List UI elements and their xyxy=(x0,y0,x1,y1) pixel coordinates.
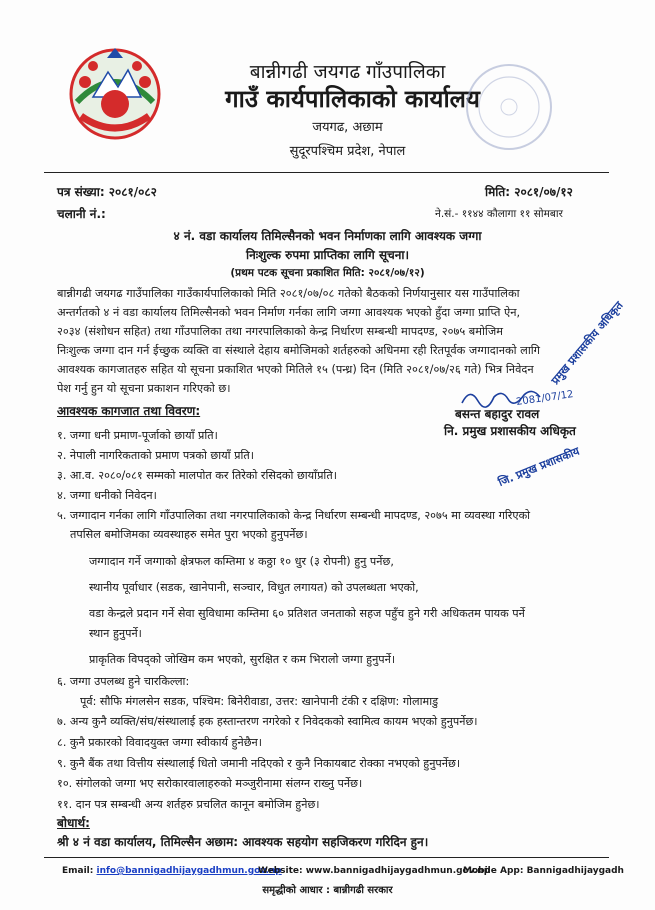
bullet-text: प्राकृतिक विपद्को जोखिम कम भएको, सुरक्षित र कम भिरालो जग्गा हुनुपर्ने। xyxy=(89,653,396,666)
footer-divider xyxy=(44,857,609,858)
list-item: ६. जग्गा उपलब्ध हुने चारकिल्ला: xyxy=(57,675,190,688)
signature-stamp-text-2: जि. प्रमुख प्रशासकीय xyxy=(496,444,582,489)
municipality-name: बान्नीगढी जयगढ गाँउपालिका xyxy=(249,61,446,83)
signature-date: 2081/07/12 xyxy=(515,389,575,408)
bullet-text: जग्गादान गर्ने जग्गाको क्षेत्रफल कम्तिमा ४ कठ्ठा १० धुर (३ रोपनी) हुनु पर्नेछ, xyxy=(89,555,394,568)
boundary-details: पूर्व: सौफि मंगलसेन सडक, पश्चिम: बिनेरीवाडा, उत्तर: खानेपानी टंकी र दक्षिण: गोलामाडु xyxy=(80,695,439,708)
footer-email xyxy=(62,866,282,876)
subject-publish-date: (प्रथम पटक सूचना प्रकाशित मिति: २०८१/०७/१२) xyxy=(230,267,425,279)
signatory-name: बसन्त बहादुर रावल xyxy=(455,407,540,421)
list-item: ५. जग्गादान गर्नका लागि गाँउपालिका तथा नगरपालिकाको केन्द्र निर्धारण सम्बन्धी मापदण्ड, २०७५ मा व्यवस्था गरिएको xyxy=(57,509,531,522)
list-item: १०. संगोलको जग्गा भए सरोकारवालाहरुको मञ्जुरीनामा संलग्न राख्नु पर्नेछ। xyxy=(57,777,363,790)
header-divider xyxy=(44,172,609,173)
list-item: ४. जग्गा धनीको निवेदन। xyxy=(57,489,157,502)
bullet-text: स्थानीय पूर्वाधार (सडक, खानेपानी, सञ्चार, विधुत लगायत) को उपलब्धता भएको, xyxy=(89,581,419,594)
letter-date: मिति: २०८१/०७/१२ xyxy=(485,185,573,199)
nepal-sambat-date: ने.सं.- ११४४ कौलागा ११ सोमबार xyxy=(435,208,563,220)
body-line: २०३४ (संशोधन सहित) तथा गाँउपालिका तथा नगरपालिकाको केन्द्र निर्धारण सम्बन्धी मापदण्ड, २०७५ बमोजिम xyxy=(57,325,503,338)
list-item: २. नेपाली नागरिकताको प्रमाण पत्रको छायाँ प्रति। xyxy=(57,449,254,462)
body-line: पेश गर्नु हुन यो सूचना प्रकाशन गरिएको छ। xyxy=(57,382,231,395)
footer-email-link[interactable]: info@bannigadhijaygadhmun.gov.np xyxy=(96,866,282,876)
bullet-text: वडा केन्द्रले प्रदान गर्ने सेवा सुविधामा कम्तिमा ६० प्रतिशत जनताको सहज पहुँच हुने गरी अधिकतम पायक पर्ने xyxy=(89,607,525,620)
list-item: तपसिल बमोजिमका व्यवस्थाहरु समेत पुरा भएको हुनुपर्नेछ। xyxy=(70,528,308,541)
office-seal-icon xyxy=(462,60,556,154)
body-line: आवश्यक कागजातहरु सहित यो सूचना प्रकाशित भएको मितिले १५ (पन्ध्र) दिन (मिति २०८१/०७/२६ गते) भित्र निवेदन xyxy=(57,363,534,376)
footer-website: Website: www.bannigadhijaygadhmun.gov.np xyxy=(258,866,491,876)
cc-line: श्री ४ नं वडा कार्यालय, तिमिल्सैन अछाम: आवश्यक सहयोग सहजिकरण गरिदिन हुन। xyxy=(57,835,429,849)
list-item: ७. अन्य कुनै व्यक्ति/संघ/संस्थालाई हक हस्तान्तरण नगरेको र निवेदकको स्वामित्व कायम भएको हुनुपर्नेछ। xyxy=(57,715,478,728)
office-address: जयगढ, अछाम xyxy=(312,120,383,135)
subject-line-1: ४ नं. वडा कार्यालय तिमिल्सैनको भवन निर्माणका लागि आवश्यक जग्गा xyxy=(173,229,482,243)
subject-line-2: निःशुल्क रुपमा प्राप्तिका लागि सूचना। xyxy=(245,248,410,262)
cc-heading: बोधार्थ: xyxy=(57,816,90,830)
list-item: ९. कुनै बैंक तथा वित्तीय संस्थालाई धितो जमानी नदिएको र कुनै निकायबाट रोक्का नभएको हुनुपर्नेछ। xyxy=(57,757,461,770)
province-country: सुदूरपश्चिम प्रदेश, नेपाल xyxy=(289,144,406,159)
bullet-item xyxy=(89,606,619,621)
body-line: बान्नीगढी जयगढ गाउँपालिका गाउँकार्यपालिकाको मिति २०८१/०७/०८ गतेको बैठकको निर्णयानुसार यस गाउँपालिका xyxy=(57,287,520,300)
footer-mobile-app: Mobile App: Bannigadhijaygadh xyxy=(463,866,624,876)
body-line: अन्तर्गतको ४ नं वडा कार्यालय तिमिल्सैनको भवन निर्माण गर्नका लागि जग्गा आवश्यक भएको हुँदा जग्गा प्राप्ति ऐन, xyxy=(57,306,521,319)
list-item: १. जग्गा धनी प्रमाण-पूर्जाको छायाँ प्रति। xyxy=(57,429,218,442)
bullet-item xyxy=(89,580,619,595)
footer-slogan: समृद्धीको आधार : बान्नीगढी सरकार xyxy=(262,885,393,896)
dispatch-number: चलानी नं.: xyxy=(57,207,106,221)
body-line: निःशुल्क जग्गा दान गर्न ईच्छुक व्यक्ति वा संस्थाले देहाय बमोजिमको शर्तहरुको अधिनमा रही रितपूर्वक जग्गादानको लागि xyxy=(57,344,541,357)
signatory-title: नि. प्रमुख प्रशासकीय अधिकृत xyxy=(444,424,576,438)
list-item: ८. कुनै प्रकारको विवादयुक्त जग्गा स्वीकार्य हुनेछैन। xyxy=(57,736,263,749)
footer-email-label: Email: xyxy=(62,866,94,876)
signature-stamp-text: प्रमुख प्रशासकीय अधिकृत xyxy=(548,299,626,387)
documents-heading: आवश्यक कागजात तथा विवरण: xyxy=(57,404,201,418)
list-item: ३. आ.व. २०८०/०८१ सम्मको मालपोत कर तिरेको रसिदको छायाँप्रति। xyxy=(57,469,337,482)
list-item: ११. दान पत्र सम्बन्धी अन्य शर्तहरु प्रचलित कानून बमोजिम हुनेछ। xyxy=(57,798,320,811)
bullet-item xyxy=(89,652,619,667)
letter-number: पत्र संख्या: २०८१/०८२ xyxy=(57,185,157,199)
bullet-item xyxy=(89,554,619,569)
office-name: गाउँ कार्यपालिकाको कार्यालय xyxy=(225,85,480,113)
bullet-item-continuation: स्थान हुनुपर्ने। xyxy=(89,627,142,640)
